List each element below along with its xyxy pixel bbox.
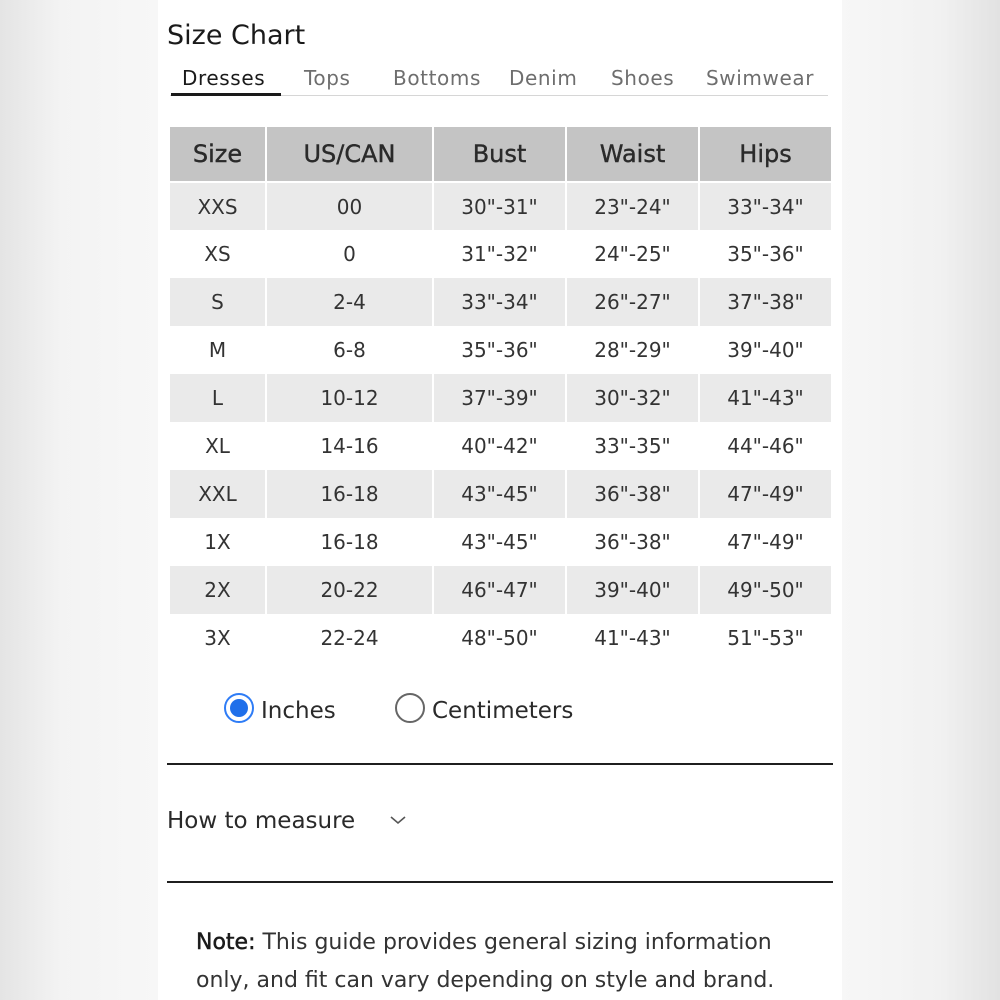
cell-bust: 43"-45" <box>433 470 566 518</box>
header-us-can: US/CAN <box>266 126 433 182</box>
tab-denim[interactable]: Denim <box>509 66 578 90</box>
cell-waist: 26"-27" <box>566 278 699 326</box>
cell-us-can: 14-16 <box>266 422 433 470</box>
inches-label: Inches <box>261 698 336 724</box>
unit-selector <box>224 692 724 726</box>
cell-waist: 36"-38" <box>566 470 699 518</box>
cell-waist: 41"-43" <box>566 614 699 662</box>
table-row <box>169 614 832 662</box>
table-row <box>169 374 832 422</box>
cell-size: 2X <box>169 566 266 614</box>
tab-swimwear[interactable]: Swimwear <box>706 66 815 90</box>
cell-size: XS <box>169 230 266 278</box>
cell-us-can: 16-18 <box>266 518 433 566</box>
cell-hips: 33"-34" <box>699 182 832 230</box>
cell-bust: 43"-45" <box>433 518 566 566</box>
cell-size: M <box>169 326 266 374</box>
tab-tops[interactable]: Tops <box>304 66 351 90</box>
note-label: Note: <box>196 930 256 955</box>
cell-us-can: 16-18 <box>266 470 433 518</box>
centimeters-radio[interactable] <box>395 693 425 723</box>
chevron-down-icon[interactable] <box>388 810 408 830</box>
centimeters-label: Centimeters <box>432 698 574 724</box>
cell-bust: 33"-34" <box>433 278 566 326</box>
cell-bust: 48"-50" <box>433 614 566 662</box>
header-waist: Waist <box>566 126 699 182</box>
note-text: This guide provides general sizing information only, and fit can vary depending on style and brand. <box>196 930 775 993</box>
cell-hips: 35"-36" <box>699 230 832 278</box>
page-title: Size Chart <box>167 20 306 51</box>
active-tab-indicator <box>171 93 281 96</box>
cell-us-can: 0 <box>266 230 433 278</box>
cell-size: L <box>169 374 266 422</box>
cell-hips: 37"-38" <box>699 278 832 326</box>
table-row <box>169 470 832 518</box>
cell-hips: 47"-49" <box>699 518 832 566</box>
cell-waist: 39"-40" <box>566 566 699 614</box>
cell-waist: 23"-24" <box>566 182 699 230</box>
table-row <box>169 230 832 278</box>
table-row <box>169 278 832 326</box>
cell-us-can: 6-8 <box>266 326 433 374</box>
inches-radio[interactable] <box>224 693 254 723</box>
cell-waist: 33"-35" <box>566 422 699 470</box>
cell-size: XL <box>169 422 266 470</box>
cell-waist: 28"-29" <box>566 326 699 374</box>
cell-size: XXL <box>169 470 266 518</box>
cell-us-can: 20-22 <box>266 566 433 614</box>
cell-bust: 40"-42" <box>433 422 566 470</box>
cell-hips: 47"-49" <box>699 470 832 518</box>
table-row <box>169 422 832 470</box>
header-bust: Bust <box>433 126 566 182</box>
table-row <box>169 182 832 230</box>
divider-bottom <box>167 881 833 883</box>
cell-us-can: 00 <box>266 182 433 230</box>
cell-hips: 51"-53" <box>699 614 832 662</box>
cell-hips: 39"-40" <box>699 326 832 374</box>
category-tabs <box>170 60 828 96</box>
cell-bust: 37"-39" <box>433 374 566 422</box>
table-row <box>169 326 832 374</box>
cell-bust: 30"-31" <box>433 182 566 230</box>
tab-shoes[interactable]: Shoes <box>611 66 675 90</box>
cell-bust: 35"-36" <box>433 326 566 374</box>
cell-size: 3X <box>169 614 266 662</box>
table-row <box>169 518 832 566</box>
cell-size: S <box>169 278 266 326</box>
table-row <box>169 566 832 614</box>
cell-us-can: 10-12 <box>266 374 433 422</box>
header-size: Size <box>169 126 266 182</box>
table-header-row <box>169 126 832 182</box>
tab-dresses[interactable]: Dresses <box>182 66 266 90</box>
cell-us-can: 22-24 <box>266 614 433 662</box>
cell-bust: 46"-47" <box>433 566 566 614</box>
cell-us-can: 2-4 <box>266 278 433 326</box>
how-to-measure-toggle[interactable]: How to measure <box>167 808 356 834</box>
divider-top <box>167 763 833 765</box>
sizing-note <box>196 924 826 1000</box>
size-chart-panel <box>158 0 842 1000</box>
cell-waist: 24"-25" <box>566 230 699 278</box>
cell-hips: 44"-46" <box>699 422 832 470</box>
cell-hips: 41"-43" <box>699 374 832 422</box>
cell-waist: 30"-32" <box>566 374 699 422</box>
cell-bust: 31"-32" <box>433 230 566 278</box>
cell-hips: 49"-50" <box>699 566 832 614</box>
tab-bottoms[interactable]: Bottoms <box>393 66 481 90</box>
cell-size: 1X <box>169 518 266 566</box>
header-hips: Hips <box>699 126 832 182</box>
cell-waist: 36"-38" <box>566 518 699 566</box>
cell-size: XXS <box>169 182 266 230</box>
size-table <box>168 125 833 662</box>
